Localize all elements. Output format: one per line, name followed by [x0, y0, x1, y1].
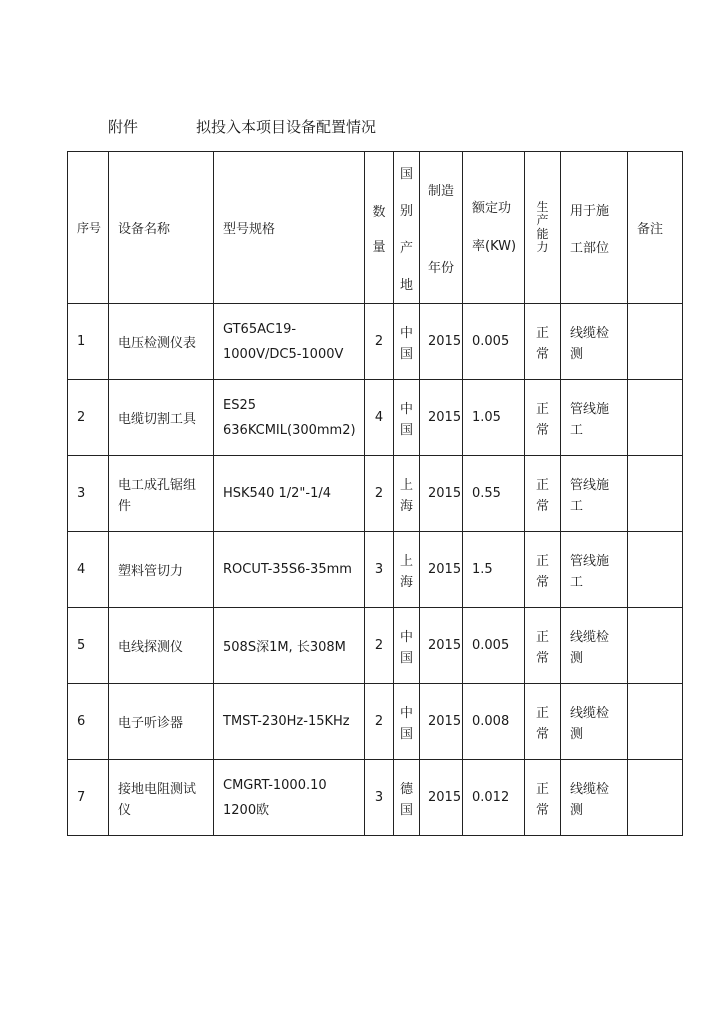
cell-usage-line: 管线施	[570, 401, 610, 417]
cell-origin	[394, 456, 420, 532]
cell-origin-line: 德	[399, 781, 413, 797]
cell-origin	[394, 608, 420, 684]
cell-index: 3	[68, 456, 109, 532]
cell-model	[214, 532, 365, 608]
cell-qty: 2	[365, 304, 394, 380]
cell-remark	[628, 304, 683, 380]
equipment-table	[67, 151, 683, 836]
cell-origin-line: 中	[399, 325, 413, 341]
cell-usage-line: 工	[570, 498, 584, 514]
table-row	[68, 304, 683, 380]
cell-model	[214, 456, 365, 532]
cell-capacity-line: 常	[535, 498, 549, 514]
cell-name	[109, 684, 214, 760]
cell-qty: 2	[365, 456, 394, 532]
cell-origin-line: 国	[399, 422, 413, 438]
cell-name-line: 电缆切割工具	[118, 412, 197, 427]
header-row	[68, 152, 683, 304]
cell-origin-line: 海	[399, 498, 413, 514]
page-title: 拟投入本项目设备配置情况	[196, 118, 377, 136]
cell-origin-line: 国	[399, 346, 413, 362]
table-row	[68, 380, 683, 456]
cell-power: 0.005	[463, 608, 525, 684]
cell-model-line: 1200欧	[223, 802, 270, 818]
cell-power: 0.55	[463, 456, 525, 532]
cell-year: 2015	[420, 380, 463, 456]
cell-name-line: 件	[118, 498, 132, 514]
cell-model-line: ES25	[223, 397, 257, 413]
cell-qty: 3	[365, 760, 394, 836]
cell-capacity-line: 正	[535, 477, 549, 493]
cell-remark	[628, 380, 683, 456]
cell-usage-line: 测	[570, 802, 584, 818]
table-row	[68, 684, 683, 760]
cell-model-line: HSK540 1/2"-1/4	[223, 486, 332, 501]
cell-origin	[394, 304, 420, 380]
cell-qty: 4	[365, 380, 394, 456]
cell-power: 0.005	[463, 304, 525, 380]
cell-name	[109, 532, 214, 608]
cell-usage	[561, 684, 628, 760]
cell-capacity-line: 正	[535, 401, 549, 417]
cell-origin-line: 海	[399, 574, 413, 590]
cell-year: 2015	[420, 608, 463, 684]
cell-year: 2015	[420, 304, 463, 380]
header-origin: 国 别 产 地	[394, 152, 420, 304]
attachment-label: 附件	[108, 118, 139, 136]
cell-capacity-line: 正	[535, 705, 549, 721]
cell-origin-line: 国	[399, 726, 413, 742]
cell-capacity	[525, 760, 561, 836]
cell-remark	[628, 532, 683, 608]
cell-name-line: 电线探测仪	[118, 640, 184, 655]
cell-year: 2015	[420, 456, 463, 532]
cell-year: 2015	[420, 532, 463, 608]
cell-usage-line: 管线施	[570, 553, 610, 569]
cell-remark	[628, 456, 683, 532]
cell-index: 4	[68, 532, 109, 608]
cell-name-line: 接地电阻测试	[118, 781, 197, 797]
cell-remark	[628, 684, 683, 760]
cell-name-line: 电子听诊器	[118, 716, 184, 731]
cell-year: 2015	[420, 684, 463, 760]
cell-usage	[561, 760, 628, 836]
cell-origin	[394, 684, 420, 760]
header-usage: 用于施 工部位	[561, 152, 628, 304]
table-row	[68, 608, 683, 684]
cell-usage	[561, 456, 628, 532]
cell-origin-line: 国	[399, 802, 413, 818]
cell-model	[214, 760, 365, 836]
cell-name	[109, 760, 214, 836]
cell-model-line: 508S深1M, 长308M	[223, 640, 346, 655]
cell-capacity-line: 正	[535, 325, 549, 341]
cell-usage	[561, 608, 628, 684]
cell-capacity-line: 正	[535, 629, 549, 645]
cell-usage-line: 工	[570, 574, 584, 590]
cell-model	[214, 684, 365, 760]
cell-capacity	[525, 532, 561, 608]
cell-capacity	[525, 608, 561, 684]
cell-name-line: 电工成孔锯组	[118, 477, 197, 493]
cell-origin	[394, 532, 420, 608]
cell-origin-line: 国	[399, 650, 413, 666]
cell-capacity-line: 正	[535, 553, 549, 569]
cell-model-line: 636KCMIL(300mm2)	[223, 422, 356, 438]
header-qty: 数 量	[365, 152, 394, 304]
cell-usage-line: 测	[570, 726, 584, 742]
cell-origin-line: 中	[399, 401, 413, 417]
cell-usage-line: 测	[570, 346, 584, 362]
cell-index: 2	[68, 380, 109, 456]
cell-origin-line: 中	[399, 629, 413, 645]
cell-model-line: GT65AC19-	[223, 321, 297, 337]
cell-capacity-line: 常	[535, 346, 549, 362]
cell-index: 7	[68, 760, 109, 836]
cell-power: 0.012	[463, 760, 525, 836]
cell-remark	[628, 608, 683, 684]
header-name: 设备名称	[109, 152, 214, 304]
cell-capacity	[525, 456, 561, 532]
cell-index: 5	[68, 608, 109, 684]
cell-usage-line: 线缆检	[570, 629, 610, 645]
cell-qty: 2	[365, 608, 394, 684]
cell-index: 6	[68, 684, 109, 760]
cell-origin-line: 上	[399, 477, 413, 493]
cell-model-line: TMST-230Hz-15KHz	[223, 714, 350, 729]
cell-model	[214, 380, 365, 456]
cell-capacity-line: 常	[535, 650, 549, 666]
cell-origin-line: 中	[399, 705, 413, 721]
cell-model-line: ROCUT-35S6-35mm	[223, 562, 352, 577]
cell-name-line: 仪	[118, 802, 132, 818]
header-model: 型号规格	[214, 152, 365, 304]
cell-power: 1.5	[463, 532, 525, 608]
cell-usage	[561, 304, 628, 380]
cell-model	[214, 304, 365, 380]
cell-capacity	[525, 684, 561, 760]
cell-power: 0.008	[463, 684, 525, 760]
cell-name	[109, 380, 214, 456]
cell-remark	[628, 760, 683, 836]
cell-capacity-line: 正	[535, 781, 549, 797]
cell-capacity-line: 常	[535, 726, 549, 742]
cell-usage-line: 线缆检	[570, 781, 610, 797]
cell-name	[109, 456, 214, 532]
cell-name	[109, 304, 214, 380]
cell-name-line: 电压检测仪表	[118, 336, 197, 351]
header-capacity: 生 产 能 力	[525, 152, 561, 304]
header-year: 制造 年份	[420, 152, 463, 304]
cell-name-line: 塑料管切力	[118, 564, 184, 579]
cell-usage-line: 线缆检	[570, 705, 610, 721]
cell-qty: 2	[365, 684, 394, 760]
cell-capacity	[525, 304, 561, 380]
cell-model	[214, 608, 365, 684]
cell-index: 1	[68, 304, 109, 380]
header-index: 序号	[68, 152, 109, 304]
cell-origin	[394, 760, 420, 836]
cell-power: 1.05	[463, 380, 525, 456]
cell-name	[109, 608, 214, 684]
header-power: 额定功 率(KW)	[463, 152, 525, 304]
cell-model-line: CMGRT-1000.10	[223, 777, 327, 793]
cell-capacity-line: 常	[535, 802, 549, 818]
cell-origin	[394, 380, 420, 456]
cell-usage-line: 线缆检	[570, 325, 610, 341]
cell-origin-line: 上	[399, 553, 413, 569]
cell-capacity-line: 常	[535, 422, 549, 438]
table-row	[68, 532, 683, 608]
cell-capacity-line: 常	[535, 574, 549, 590]
table-row	[68, 456, 683, 532]
cell-model-line: 1000V/DC5-1000V	[223, 346, 344, 362]
table-row	[68, 760, 683, 836]
cell-year: 2015	[420, 760, 463, 836]
header-remark: 备注	[628, 152, 683, 304]
cell-usage	[561, 380, 628, 456]
document-heading	[108, 116, 377, 137]
cell-usage-line: 测	[570, 650, 584, 666]
cell-qty: 3	[365, 532, 394, 608]
cell-usage-line: 管线施	[570, 477, 610, 493]
cell-usage	[561, 532, 628, 608]
cell-capacity	[525, 380, 561, 456]
cell-usage-line: 工	[570, 422, 584, 438]
